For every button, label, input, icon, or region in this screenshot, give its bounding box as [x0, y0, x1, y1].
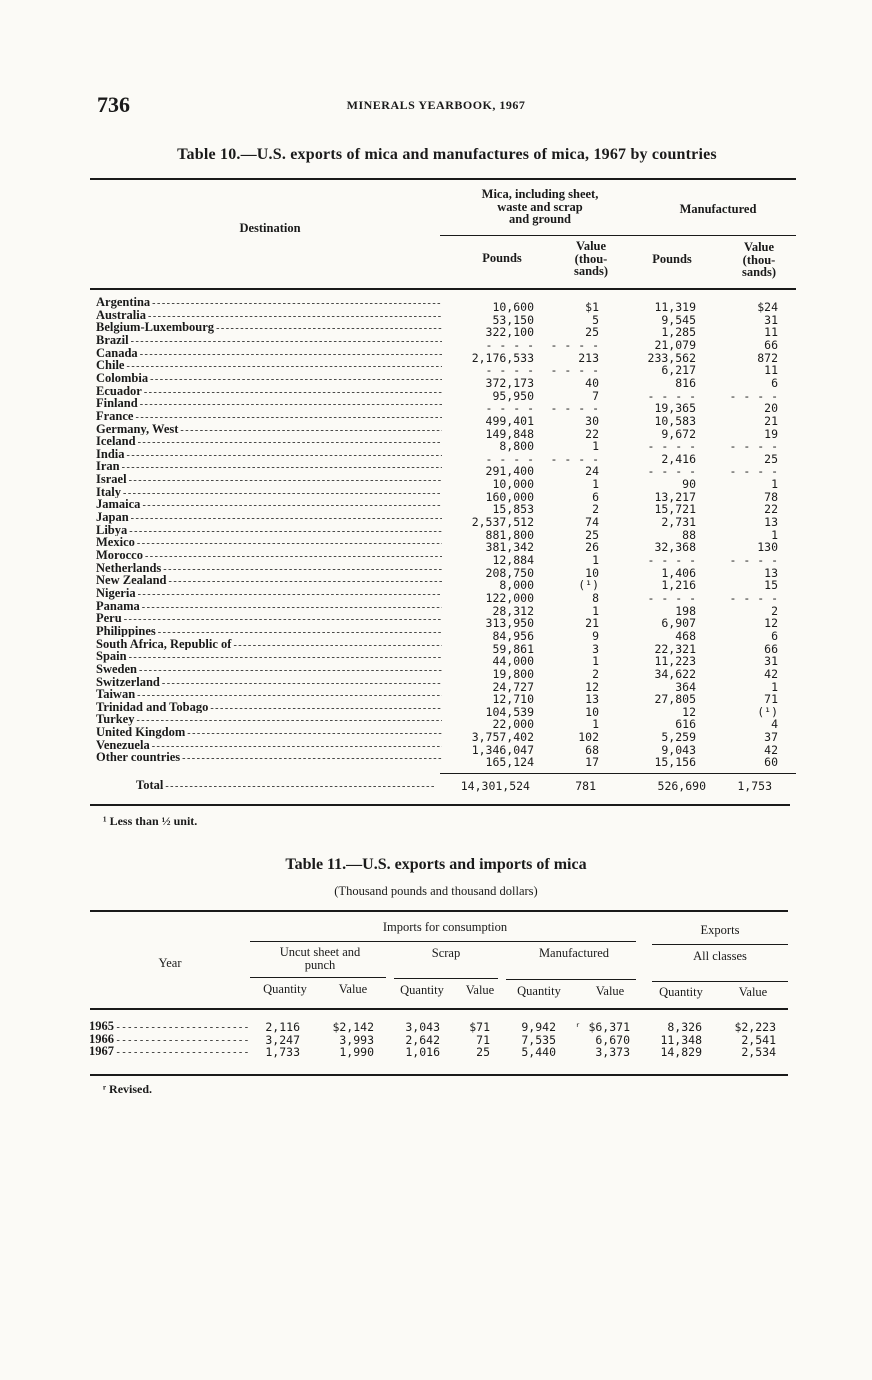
mfg-pounds-header: Pounds: [652, 252, 692, 266]
mica-value-cell: $1: [585, 300, 599, 314]
mfg-value-cell: 37: [764, 730, 778, 745]
mfg-pounds-cell: 27,805: [654, 692, 696, 707]
mfg-pounds-cell: 90: [682, 477, 696, 492]
mica-value-cell: 1: [592, 553, 599, 567]
table11-mfg-v-cell: 3,373: [595, 1045, 630, 1059]
mfg-pounds-cell: 6,907: [661, 616, 696, 631]
country-label: Ecuador - - -: [96, 385, 442, 398]
mica-pounds-cell: 12,710: [492, 692, 534, 707]
table11-exp-v-cell: $2,223: [734, 1020, 776, 1034]
mica-pounds-cell: 24,727: [492, 679, 534, 694]
mica-pounds-cell: 1,346,047: [471, 742, 534, 757]
mfg-value-cell: 12: [764, 616, 778, 631]
table11-footnote: ʳ Revised.: [103, 1082, 153, 1096]
mfg-value-cell: 66: [764, 641, 778, 656]
country-label: Spain - - -: [96, 650, 442, 663]
total-mfg-pounds: 526,690: [657, 779, 706, 793]
country-label: Australia - - -: [96, 309, 442, 322]
mfg-value-cell: 15: [764, 578, 778, 593]
mfg-value-cell: 13: [764, 515, 778, 530]
uncut-quantity-header: Quantity: [263, 982, 307, 996]
all-classes-rule: [652, 981, 788, 982]
mfg-value-cell: 1: [771, 679, 778, 694]
mfg-pounds-cell: 22,321: [654, 641, 696, 656]
mica-value-cell: 8: [592, 590, 599, 605]
mfg-value-cell: 42: [764, 742, 778, 757]
country-label: Brazil - - -: [96, 334, 442, 347]
country-label: Belgium-Luxembourg - - -: [96, 321, 442, 334]
mfg-pounds-cell: 11,223: [654, 654, 696, 669]
table11-scrap-v-cell: $71: [469, 1020, 490, 1034]
mica-value-cell: 21: [585, 616, 599, 631]
mica-value-cell: 102: [578, 730, 599, 745]
country-label: Turkey - - -: [96, 713, 442, 726]
mfg-quantity-header: Quantity: [517, 984, 561, 998]
country-label: Italy - - -: [96, 486, 442, 499]
mfg-value-cell: 42: [764, 666, 778, 681]
mfg-value-cell: 4: [771, 717, 778, 732]
mfg-value-cell: - - - -: [729, 439, 778, 454]
mica-pounds-cell: 12,884: [492, 553, 534, 567]
mica-group-header: Mica, including sheet, waste and scrap and ground: [481, 187, 599, 226]
mica-value-cell: 2: [592, 502, 599, 517]
table11-uncut-v-cell: $2,142: [332, 1020, 374, 1034]
mica-value-cell: 12: [585, 679, 599, 694]
mfg-value-cell: 11: [764, 363, 778, 378]
mfg-value-cell: 19: [764, 426, 778, 441]
table11-uncut-v-cell: 3,993: [339, 1032, 374, 1047]
mfg-pounds-cell: 1,406: [661, 565, 696, 580]
table11-scrap-v-cell: 71: [476, 1032, 490, 1047]
destination-header: Destination: [239, 221, 301, 235]
mfg-value-cell: 20: [764, 401, 778, 416]
table11-exp-v-cell: 2,534: [741, 1045, 776, 1059]
mfg-value-cell: 60: [764, 755, 778, 770]
manufactured-group-header: Manufactured: [679, 202, 757, 216]
mfg-pounds-cell: - - - -: [647, 439, 696, 454]
mica-value-cell: 74: [585, 515, 599, 530]
table11-subtitle: (Thousand pounds and thousand dollars): [334, 884, 538, 898]
mfg-pounds-cell: 9,672: [661, 426, 696, 441]
country-label: Panama - - -: [96, 600, 442, 613]
mfg-value-cell: 130: [757, 540, 778, 555]
mfg-value-cell: 13: [764, 565, 778, 580]
table10-bottom-rule: [90, 804, 790, 806]
all-classes-header: All classes: [693, 949, 747, 963]
country-label: Israel - - -: [96, 473, 442, 486]
mica-pounds-cell: 84,956: [492, 628, 534, 643]
mfg-pounds-cell: 88: [682, 527, 696, 542]
table10-header-rule: [90, 288, 796, 290]
mica-value-cell: (¹): [578, 578, 599, 593]
mica-pounds-cell: - - - -: [485, 363, 534, 378]
mfg-value-cell: 31: [764, 654, 778, 669]
mfg-value-cell: 66: [764, 337, 778, 352]
mica-pounds-cell: 44,000: [492, 654, 534, 669]
mica-value-cell: - - - -: [550, 363, 599, 378]
table11-mfg-v-cell: 6,670: [595, 1032, 630, 1047]
mica-pounds-cell: 2,537,512: [471, 515, 534, 530]
mica-value-cell: 1: [592, 477, 599, 492]
scrap-rule: [394, 978, 498, 979]
table11-mfg-q-cell: 5,440: [521, 1045, 556, 1059]
mfg-value-cell: 872: [757, 350, 778, 365]
table11-uncut-q-cell: 1,733: [265, 1045, 300, 1059]
mica-pounds-cell: 2,176,533: [471, 350, 534, 365]
country-label: Morocco - - -: [96, 549, 442, 562]
mica-pounds-cell: 499,401: [485, 413, 534, 428]
country-label: Japan - - -: [96, 511, 442, 524]
mica-value-cell: 68: [585, 742, 599, 757]
table10-top-rule: [90, 178, 796, 180]
mfg-value-header-t11: Value: [595, 984, 625, 998]
mfg-pounds-cell: 19,365: [654, 401, 696, 416]
country-label: Nigeria - - -: [96, 587, 442, 600]
mfg-pounds-cell: 32,368: [654, 540, 696, 555]
mica-pounds-cell: 15,853: [492, 502, 534, 517]
year-label: 1967 - - -: [89, 1045, 249, 1058]
mfg-pounds-cell: 816: [675, 375, 696, 390]
mica-pounds-cell: 3,757,402: [471, 730, 534, 745]
scrap-quantity-header: Quantity: [400, 983, 444, 997]
country-label: Iran - - -: [96, 460, 442, 473]
country-label: Netherlands - - -: [96, 562, 442, 575]
mfg-pounds-cell: 1,285: [661, 325, 696, 340]
table11-mfg-v-cell: ʳ $6,371: [574, 1020, 630, 1034]
mfg-value-cell: 11: [764, 325, 778, 340]
mica-value-cell: 3: [592, 641, 599, 656]
mfg-value-cell: 6: [771, 628, 778, 643]
mica-pounds-cell: 122,000: [485, 590, 534, 605]
country-label: Mexico - - -: [96, 536, 442, 549]
mfg-value-cell: (¹): [757, 704, 778, 719]
country-label: Argentina - - -: [96, 296, 442, 309]
country-label: Canada - - -: [96, 347, 442, 360]
mica-value-header: Value (thou- sands): [573, 239, 609, 278]
exports-group-rule: [652, 944, 788, 945]
mfg-pounds-cell: 11,319: [654, 300, 696, 314]
mica-value-cell: 17: [585, 755, 599, 770]
table11-exp-q-cell: 14,829: [660, 1045, 702, 1059]
mica-value-cell: 5: [592, 312, 599, 327]
table11-exp-v-cell: 2,541: [741, 1032, 776, 1047]
page-number: 736: [97, 92, 130, 117]
table11-title: Table 11.—U.S. exports and imports of mica: [285, 856, 587, 873]
imports-group-rule: [250, 941, 636, 942]
mica-pounds-cell: 381,342: [485, 540, 534, 555]
table10-title: Table 10.—U.S. exports of mica and manufactures of mica, 1967 by countries: [177, 146, 717, 163]
country-label: Germany, West - - -: [96, 423, 442, 436]
country-label: Chile - - -: [96, 359, 442, 372]
mfg-pounds-cell: - - - -: [647, 464, 696, 479]
country-label: South Africa, Republic of - - -: [96, 638, 442, 651]
country-label: Philippines - - -: [96, 625, 442, 638]
country-label: Jamaica - - -: [96, 498, 442, 511]
mfg-pounds-cell: 2,416: [661, 451, 696, 466]
mfg-pounds-cell: 15,721: [654, 502, 696, 517]
mfg-value-cell: 71: [764, 692, 778, 707]
mica-value-cell: 25: [585, 527, 599, 542]
mica-pounds-cell: 160,000: [485, 489, 534, 504]
exports-value-header: Value: [738, 985, 768, 999]
mica-value-cell: 1: [592, 717, 599, 732]
mfg-value-cell: - - - -: [729, 553, 778, 567]
mica-pounds-cell: 149,848: [485, 426, 534, 441]
mfg-pounds-cell: 10,583: [654, 413, 696, 428]
mfg-value-cell: - - - -: [729, 590, 778, 605]
mfg-pounds-cell: 198: [675, 603, 696, 618]
total-mica-pounds: 14,301,524: [460, 779, 530, 793]
mfg-value-cell: - - - -: [729, 464, 778, 479]
running-head: MINERALS YEARBOOK, 1967: [346, 98, 526, 112]
mica-value-cell: - - - -: [550, 451, 599, 466]
country-label: Sweden - - -: [96, 663, 442, 676]
mica-pounds-cell: 95,950: [492, 388, 534, 403]
mica-value-cell: 24: [585, 464, 599, 479]
table11-mfg-q-cell: 9,942: [521, 1020, 556, 1034]
mfg-pounds-cell: 21,079: [654, 337, 696, 352]
mica-pounds-cell: 8,800: [499, 439, 534, 454]
mfg-value-cell: 1: [771, 477, 778, 492]
country-label: New Zealand - - -: [96, 574, 442, 587]
mfg-pounds-cell: 2,731: [661, 515, 696, 530]
mfg-value-cell: 1: [771, 527, 778, 542]
table10-group-rule: [440, 235, 796, 236]
mica-pounds-cell: 208,750: [485, 565, 534, 580]
mica-pounds-cell: 19,800: [492, 666, 534, 681]
mfg-pounds-cell: 15,156: [654, 755, 696, 770]
mfg-value-header: Value (thou- sands): [741, 240, 777, 279]
mfg-value-cell: 25: [764, 451, 778, 466]
mfg-pounds-cell: 364: [675, 679, 696, 694]
mica-pounds-cell: 8,000: [499, 578, 534, 593]
mfg-pounds-cell: 468: [675, 628, 696, 643]
table11-scrap-q-cell: 3,043: [405, 1020, 440, 1034]
mica-pounds-cell: 165,124: [485, 755, 534, 770]
table11-scrap-q-cell: 2,642: [405, 1032, 440, 1047]
mfg-pounds-cell: 13,217: [654, 489, 696, 504]
mfg-pounds-cell: 616: [675, 717, 696, 732]
mica-pounds-cell: - - - -: [485, 451, 534, 466]
country-label: Other countries - - -: [96, 751, 442, 764]
mica-pounds-cell: 59,861: [492, 641, 534, 656]
mfg-pounds-cell: 6,217: [661, 363, 696, 378]
mica-value-cell: 13: [585, 692, 599, 707]
table11-uncut-q-cell: 2,116: [265, 1020, 300, 1034]
scrap-value-header: Value: [465, 983, 495, 997]
mica-value-cell: 2: [592, 666, 599, 681]
table11-top-rule: [90, 910, 788, 912]
manufactured-rule: [506, 979, 636, 980]
mica-pounds-cell: - - - -: [485, 337, 534, 352]
table11-mfg-q-cell: 7,535: [521, 1032, 556, 1047]
mfg-value-cell: 6: [771, 375, 778, 390]
mfg-pounds-cell: - - - -: [647, 590, 696, 605]
mica-value-cell: 10: [585, 565, 599, 580]
mica-pounds-cell: 372,173: [485, 375, 534, 390]
mica-value-cell: 6: [592, 489, 599, 504]
country-label: Peru - - -: [96, 612, 442, 625]
table11-exp-q-cell: 11,348: [660, 1032, 702, 1047]
year-header: Year: [158, 956, 182, 970]
mica-pounds-cell: 291,400: [485, 464, 534, 479]
mica-value-cell: 1: [592, 654, 599, 669]
mica-pounds-cell: 313,950: [485, 616, 534, 631]
year-label: 1965 - - -: [89, 1020, 249, 1033]
mica-value-cell: 9: [592, 628, 599, 643]
mica-pounds-cell: - - - -: [485, 401, 534, 416]
table11-scrap-v-cell: 25: [476, 1045, 490, 1059]
mfg-pounds-cell: - - - -: [647, 553, 696, 567]
table11-exp-q-cell: 8,326: [667, 1020, 702, 1034]
year-label: 1966 - - -: [89, 1033, 249, 1046]
mfg-pounds-cell: 1,216: [661, 578, 696, 593]
mfg-pounds-cell: 12: [682, 704, 696, 719]
table11-header-rule: [90, 1008, 788, 1010]
mica-pounds-cell: 10,600: [492, 300, 534, 314]
country-label: Venezuela - - -: [96, 739, 442, 752]
country-label: India - - -: [96, 448, 442, 461]
country-label: France - - -: [96, 410, 442, 423]
mica-pounds-cell: 28,312: [492, 603, 534, 618]
mica-value-cell: - - - -: [550, 401, 599, 416]
mfg-value-cell: 31: [764, 312, 778, 327]
mfg-value-cell: 2: [771, 603, 778, 618]
mica-value-cell: 22: [585, 426, 599, 441]
mfg-value-cell: 78: [764, 489, 778, 504]
manufactured-header: Manufactured: [538, 946, 610, 960]
total-label: Total - - -: [136, 779, 436, 792]
mica-value-cell: 26: [585, 540, 599, 555]
mica-value-cell: 30: [585, 413, 599, 428]
table10-total-rule: [440, 773, 796, 774]
table11-uncut-v-cell: 1,990: [339, 1045, 374, 1059]
country-label: United Kingdom - - -: [96, 726, 442, 739]
mica-pounds-cell: 22,000: [492, 717, 534, 732]
mica-value-cell: 7: [592, 388, 599, 403]
mica-value-cell: 1: [592, 603, 599, 618]
imports-header: Imports for consumption: [382, 920, 508, 934]
mfg-pounds-cell: 34,622: [654, 666, 696, 681]
uncut-rule: [250, 977, 386, 978]
mfg-value-cell: - - - -: [729, 388, 778, 403]
mica-value-cell: - - - -: [550, 337, 599, 352]
table11-bottom-rule: [90, 1074, 788, 1076]
uncut-value-header: Value: [338, 982, 368, 996]
uncut-header: Uncut sheet and punch: [279, 945, 361, 972]
table10-footnote: ¹ Less than ½ unit.: [103, 814, 198, 828]
mfg-pounds-cell: 233,562: [647, 350, 696, 365]
country-label: Libya - - -: [96, 524, 442, 537]
mica-pounds-cell: 53,150: [492, 312, 534, 327]
mfg-value-cell: 22: [764, 502, 778, 517]
country-label: Iceland - - -: [96, 435, 442, 448]
mica-value-cell: 25: [585, 325, 599, 340]
scrap-header: Scrap: [431, 946, 461, 960]
mfg-pounds-cell: 5,259: [661, 730, 696, 745]
mfg-pounds-cell: 9,545: [661, 312, 696, 327]
mica-pounds-cell: 10,000: [492, 477, 534, 492]
mfg-value-cell: $24: [757, 300, 778, 314]
mica-pounds-header: Pounds: [482, 251, 522, 265]
mica-pounds-cell: 322,100: [485, 325, 534, 340]
table11-scrap-q-cell: 1,016: [405, 1045, 440, 1059]
mica-value-cell: 40: [585, 375, 599, 390]
mica-pounds-cell: 104,539: [485, 704, 534, 719]
country-label: Taiwan - - -: [96, 688, 442, 701]
table11-uncut-q-cell: 3,247: [265, 1032, 300, 1047]
mica-pounds-cell: 881,800: [485, 527, 534, 542]
exports-quantity-header: Quantity: [659, 985, 703, 999]
mica-value-cell: 1: [592, 439, 599, 454]
mica-value-cell: 213: [578, 350, 599, 365]
mfg-pounds-cell: 9,043: [661, 742, 696, 757]
country-label: Switzerland - - -: [96, 676, 442, 689]
country-label: Finland - - -: [96, 397, 442, 410]
total-mica-value: 781: [575, 779, 596, 793]
country-label: Trinidad and Tobago - - -: [96, 701, 442, 714]
mfg-value-cell: 21: [764, 413, 778, 428]
mfg-pounds-cell: - - - -: [647, 388, 696, 403]
exports-header: Exports: [700, 923, 740, 937]
mica-value-cell: 10: [585, 704, 599, 719]
total-mfg-value: 1,753: [737, 779, 772, 793]
country-label: Colombia - - -: [96, 372, 442, 385]
